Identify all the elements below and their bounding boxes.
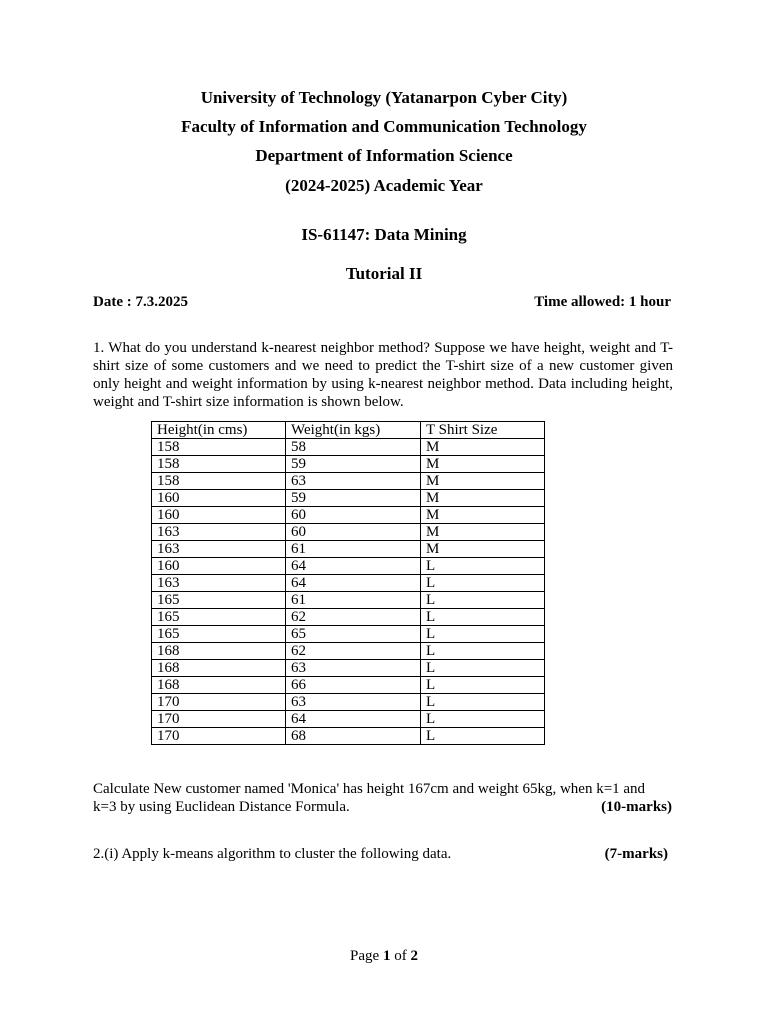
question-1-marks: (10-marks) [601, 799, 672, 815]
table-cell: 62 [286, 609, 421, 626]
table-row [152, 575, 545, 592]
time-allowed: Time allowed: 1 hour [534, 294, 671, 310]
table-header-cell: Height(in cms) [152, 422, 286, 439]
table-row [152, 677, 545, 694]
table-cell: 63 [286, 473, 421, 490]
table-cell: 64 [286, 711, 421, 728]
page-prefix: Page [350, 948, 383, 964]
page-total: 2 [410, 948, 418, 964]
table-row [152, 507, 545, 524]
table-cell: M [421, 541, 545, 558]
university-title: University of Technology (Yatanarpon Cyber City) [200, 88, 568, 107]
table-cell: 163 [152, 575, 286, 592]
table-header-row [152, 422, 545, 439]
table-cell: 160 [152, 490, 286, 507]
table-cell: M [421, 439, 545, 456]
page-footer [0, 947, 768, 965]
table-cell: 60 [286, 524, 421, 541]
question-2-marks: (7-marks) [604, 846, 668, 862]
table-cell: 158 [152, 473, 286, 490]
table-row [152, 711, 545, 728]
table-row [152, 558, 545, 575]
meta-row [93, 293, 673, 311]
table-cell: 61 [286, 541, 421, 558]
table-row [152, 439, 545, 456]
table-header-cell: T Shirt Size [421, 422, 545, 439]
table-cell: 59 [286, 456, 421, 473]
question-1-text: 1. What do you understand k-nearest neighbor method? Suppose we have height, weight and T-shirt size of some customers and we need to predict the T-shirt size of a new customer given only height and weight information by using k-nearest neighbor method. Data including height, weight and T-shirt size information is shown below. [93, 340, 673, 410]
table-cell: 160 [152, 558, 286, 575]
exam-date: Date : 7.3.2025 [93, 294, 188, 310]
table-row [152, 609, 545, 626]
table-cell: 165 [152, 609, 286, 626]
table-cell: 160 [152, 507, 286, 524]
department-title: Department of Information Science [255, 146, 513, 165]
table-cell: 158 [152, 439, 286, 456]
table-cell: 64 [286, 575, 421, 592]
table-row [152, 524, 545, 541]
course-title: IS-61147: Data Mining [301, 225, 467, 244]
table-cell: L [421, 660, 545, 677]
table-cell: 163 [152, 524, 286, 541]
table-cell: M [421, 507, 545, 524]
table-row [152, 643, 545, 660]
tutorial-title: Tutorial II [345, 264, 423, 283]
table-cell: L [421, 677, 545, 694]
table-row [152, 626, 545, 643]
table-row [152, 592, 545, 609]
table-cell: M [421, 473, 545, 490]
table-cell: 59 [286, 490, 421, 507]
faculty-title: Faculty of Information and Communication Technology [181, 117, 587, 136]
academic-year: (2024-2025) Academic Year [285, 176, 483, 195]
question-1-calc-line-2: k=3 by using Euclidean Distance Formula. [93, 799, 350, 815]
table-cell: 165 [152, 626, 286, 643]
table-cell: L [421, 558, 545, 575]
page-of: of [390, 948, 411, 964]
table-cell: L [421, 575, 545, 592]
table-cell: 61 [286, 592, 421, 609]
table-row [152, 456, 545, 473]
table-cell: 170 [152, 694, 286, 711]
table-cell: 68 [286, 728, 421, 745]
table-cell: 63 [286, 660, 421, 677]
table-cell: L [421, 609, 545, 626]
tshirt-data-table [151, 421, 545, 745]
table-cell: 64 [286, 558, 421, 575]
table-cell: 170 [152, 711, 286, 728]
table-cell: 168 [152, 677, 286, 694]
table-cell: L [421, 711, 545, 728]
table-cell: L [421, 592, 545, 609]
table-cell: M [421, 524, 545, 541]
table-cell: 62 [286, 643, 421, 660]
table-cell: 158 [152, 456, 286, 473]
table-header-cell: Weight(in kgs) [286, 422, 421, 439]
table-cell: L [421, 728, 545, 745]
table-row [152, 490, 545, 507]
table-row [152, 728, 545, 745]
table-cell: L [421, 643, 545, 660]
table-cell: 66 [286, 677, 421, 694]
question-1-calc-line-1: Calculate New customer named 'Monica' has height 167cm and weight 65kg, when k=1 and [93, 781, 646, 797]
table-cell: M [421, 490, 545, 507]
table-row [152, 694, 545, 711]
table-cell: 170 [152, 728, 286, 745]
table-cell: 65 [286, 626, 421, 643]
table-row [152, 660, 545, 677]
table-cell: L [421, 626, 545, 643]
page-number: 1 [382, 948, 391, 964]
table-cell: 63 [286, 694, 421, 711]
table-cell: 60 [286, 507, 421, 524]
table-cell: M [421, 456, 545, 473]
table-cell: 168 [152, 643, 286, 660]
table-cell: 168 [152, 660, 286, 677]
table-row [152, 473, 545, 490]
table-cell: L [421, 694, 545, 711]
table-row [152, 541, 545, 558]
table-cell: 58 [286, 439, 421, 456]
question-2-text: 2.(i) Apply k-means algorithm to cluster the following data. [93, 846, 452, 862]
table-cell: 165 [152, 592, 286, 609]
table-cell: 163 [152, 541, 286, 558]
